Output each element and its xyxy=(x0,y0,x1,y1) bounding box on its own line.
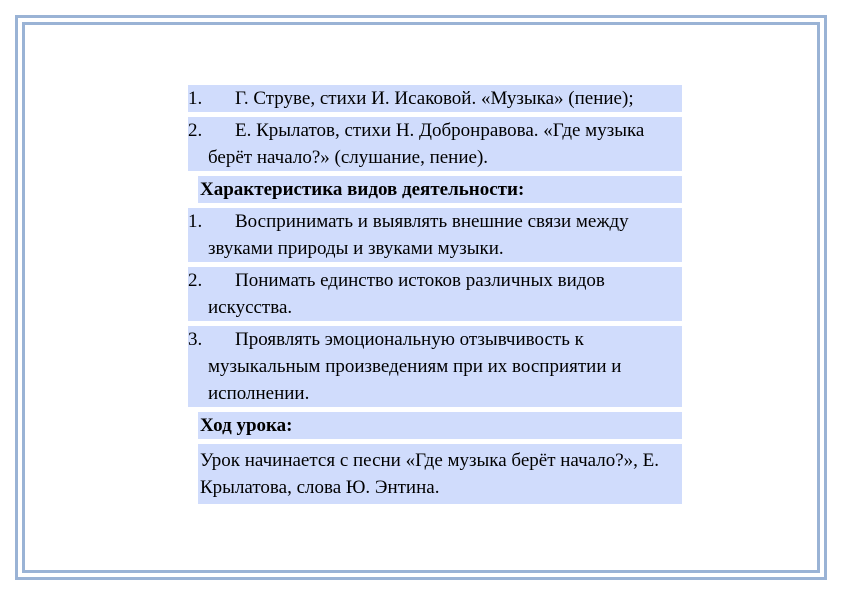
document-text-block xyxy=(188,85,682,504)
list-item xyxy=(188,267,682,321)
list-item-number: 1. xyxy=(188,88,203,109)
list-item-text: Воспринимать и выявлять внешние связи между звуками природы и звуками музыки. xyxy=(208,211,629,259)
list-item-number: 1. xyxy=(188,211,203,232)
list-item-text: Г. Струве, стихи И. Исаковой. «Музыка» (пение); xyxy=(235,88,634,109)
lesson-heading: Ход урока: xyxy=(198,412,682,439)
list-item-number: 2. xyxy=(188,120,203,141)
list-item-text: Проявлять эмоциональную отзывчивость к музыкальным произведениям при их восприятии и исполнении. xyxy=(208,329,622,404)
list-item-number: 2. xyxy=(188,270,203,291)
list-item xyxy=(188,208,682,262)
list-item-text: Понимать единство истоков различных видов искусства. xyxy=(208,270,605,318)
list-item xyxy=(188,326,682,407)
list-item-number: 3. xyxy=(188,329,203,350)
activities-heading: Характеристика видов деятельности: xyxy=(198,176,682,203)
list-item xyxy=(188,117,682,171)
list-item xyxy=(188,85,682,112)
list-item-text: Е. Крылатов, стихи Н. Добронравова. «Где музыка берёт начало?» (слушание, пение). xyxy=(208,120,645,168)
lesson-paragraph: Урок начинается с песни «Где музыка берёт начало?», Е. Крылатова, слова Ю. Энтина. xyxy=(198,444,682,504)
